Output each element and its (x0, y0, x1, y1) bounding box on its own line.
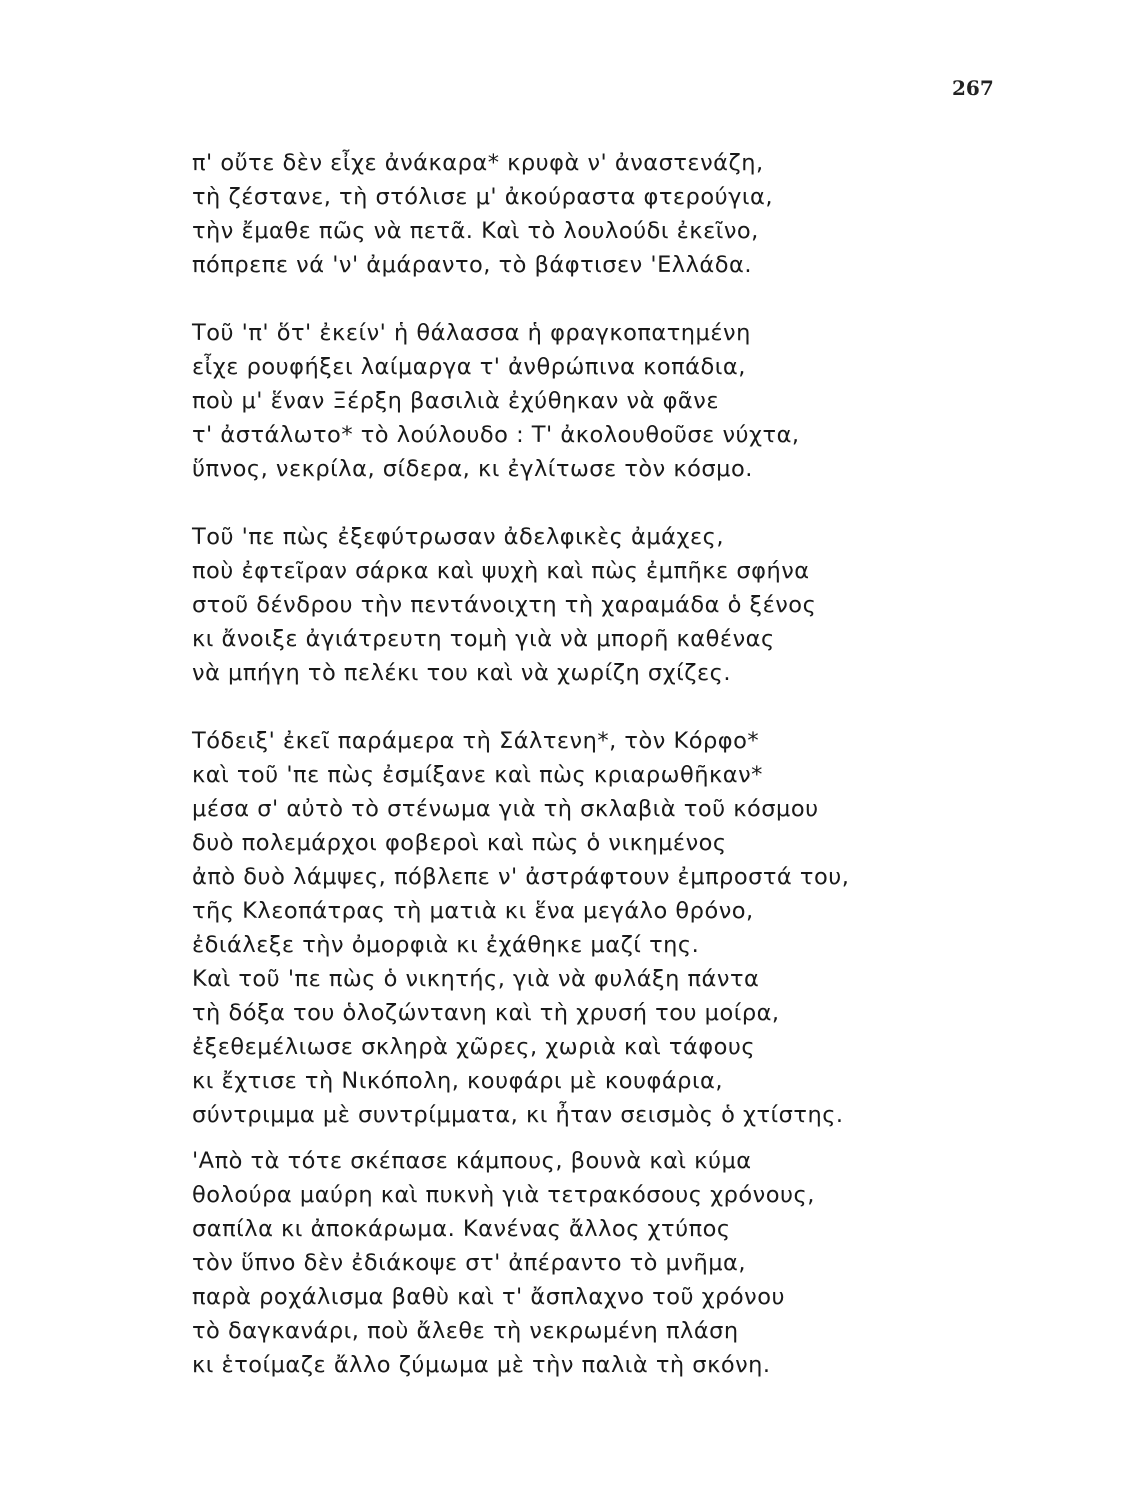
poem-line: τῆς Κλεοπάτρας τὴ ματιὰ κι ἕνα μεγάλο θρόνο, (192, 898, 754, 924)
poem-line: τὸν ὕπνο δὲν ἐδιάκοψε στ' ἀπέραντο τὸ μνῆμα, (192, 1250, 747, 1276)
poem-line: ἐδιάλεξε τὴν ὀμορφιὰ κι ἐχάθηκε μαζί της. (192, 932, 700, 958)
poem-line: πόπρεπε νά 'ν' ἀμάραντο, τὸ βάφτισεν 'Ελλάδα. (192, 252, 752, 278)
poem-line: τ' ἀστάλωτο* τὸ λούλουδο : Τ' ἀκολουθοῦσε νύχτα, (192, 422, 800, 448)
poem-line: στοῦ δένδρου τὴν πεντάνοιχτη τὴ χαραμάδα ὁ ξένος (192, 592, 817, 618)
page-number: 267 (952, 76, 994, 100)
poem-line: μέσα σ' αὐτὸ τὸ στένωμα γιὰ τὴ σκλαβιὰ τοῦ κόσμου (192, 796, 819, 822)
poem-line: τὸ δαγκανάρι, ποὺ ἄλεθε τὴ νεκρωμένη πλάση (192, 1318, 739, 1344)
poem-line: Τοῦ 'π' ὅτ' ἐκείν' ἡ θάλασσα ἡ φραγκοπατημένη (192, 320, 751, 346)
poem-line: Τόδειξ' ἐκεῖ παράμερα τὴ Σάλτενη*, τὸν Κόρφο* (192, 728, 760, 754)
poem-line: κι ἔχτισε τὴ Νικόπολη, κουφάρι μὲ κουφάρια, (192, 1068, 724, 1094)
poem-line: 'Απὸ τὰ τότε σκέπασε κάμπους, βουνὰ καὶ κύμα (192, 1148, 752, 1174)
poem-line: θολούρα μαύρη καὶ πυκνὴ γιὰ τετρακόσους χρόνους, (192, 1182, 815, 1208)
poem-line: τὴν ἔμαθε πῶς νὰ πετᾶ. Καὶ τὸ λουλούδι ἐκεῖνο, (192, 218, 759, 244)
poem-line: ποὺ ἐφτεῖραν σάρκα καὶ ψυχὴ καὶ πὼς ἐμπῆκε σφήνα (192, 558, 810, 584)
poem-body (192, 146, 992, 1416)
poem-line: κι ἄνοιξε ἀγιάτρευτη τομὴ γιὰ νὰ μπορῆ καθένας (192, 626, 775, 652)
poem-line: καὶ τοῦ 'πε πὼς ἐσμίξανε καὶ πὼς κριαρωθῆκαν* (192, 762, 763, 788)
poem-line: Τοῦ 'πε πὼς ἐξεφύτρωσαν ἀδελφικὲς ἀμάχες, (192, 524, 724, 550)
poem-line: τὴ δόξα του ὁλοζώντανη καὶ τὴ χρυσή του μοίρα, (192, 1000, 780, 1026)
poem-line: νὰ μπήγη τὸ πελέκι του καὶ νὰ χωρίζη σχίζες. (192, 660, 731, 686)
poem-line: παρὰ ροχάλισμα βαθὺ καὶ τ' ἄσπλαχνο τοῦ χρόνου (192, 1284, 786, 1310)
poem-line: κι ἑτοίμαζε ἄλλο ζύμωμα μὲ τὴν παλιὰ τὴ σκόνη. (192, 1352, 771, 1378)
poem-line: σαπίλα κι ἀποκάρωμα. Κανένας ἄλλος χτύπος (192, 1216, 731, 1242)
poem-line: τὴ ζέστανε, τὴ στόλισε μ' ἀκούραστα φτερούγια, (192, 184, 774, 210)
poem-line: ἀπὸ δυὸ λάμψες, πόβλεπε ν' ἀστράφτουν ἐμπροστά του, (192, 864, 850, 890)
poem-line: ποὺ μ' ἕναν Ξέρξη βασιλιὰ ἐχύθηκαν νὰ φᾶνε (192, 388, 719, 414)
poem-line: σύντριμμα μὲ συντρίμματα, κι ἦταν σεισμὸς ὁ χτίστης. (192, 1102, 844, 1128)
stanza (192, 146, 992, 282)
poem-line: ὕπνος, νεκρίλα, σίδερα, κι ἐγλίτωσε τὸν κόσμο. (192, 456, 753, 482)
stanza (192, 724, 992, 1132)
poem-line: δυὸ πολεμάρχοι φοβεροὶ καὶ πὼς ὁ νικημένος (192, 830, 727, 856)
poem-line: ἐξεθεμέλιωσε σκληρὰ χῶρες, χωριὰ καὶ τάφους (192, 1034, 756, 1060)
stanza (192, 1144, 992, 1382)
stanza (192, 520, 992, 690)
poem-line: εἶχε ρουφήξει λαίμαργα τ' ἀνθρώπινα κοπάδια, (192, 354, 746, 380)
poem-line: π' οὔτε δὲν εἶχε ἀνάκαρα* κρυφὰ ν' ἀναστενάζη, (192, 150, 764, 176)
stanza (192, 316, 992, 486)
poem-line: Καὶ τοῦ 'πε πὼς ὁ νικητής, γιὰ νὰ φυλάξη πάντα (192, 966, 760, 992)
